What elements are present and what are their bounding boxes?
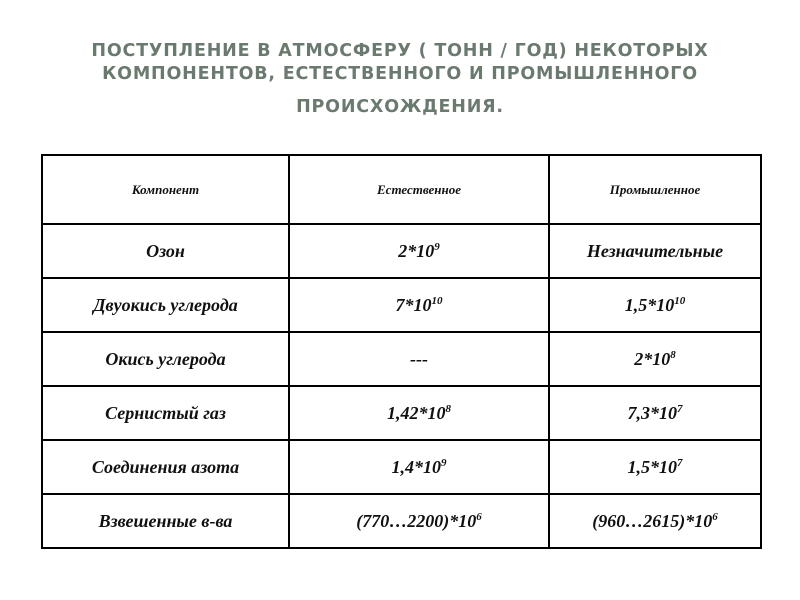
natural-cell-value: 2*10: [398, 240, 435, 261]
component-cell: [42, 494, 289, 548]
header-component: Компонент: [42, 155, 289, 224]
component-cell: [42, 224, 289, 278]
natural-cell: [289, 440, 549, 494]
industrial-cell: [549, 224, 761, 278]
component-cell: [42, 332, 289, 386]
natural-cell: [289, 494, 549, 548]
industrial-cell: [549, 332, 761, 386]
industrial-cell: [549, 494, 761, 548]
table-row: [42, 332, 761, 386]
table-row: [42, 494, 761, 548]
industrial-cell: [549, 278, 761, 332]
industrial-cell: [549, 440, 761, 494]
industrial-cell-exponent: 7: [677, 456, 683, 469]
slide-title-line-2: КОМПОНЕНТОВ, ЕСТЕСТВЕННОГО И ПРОМЫШЛЕННОГО: [102, 64, 698, 84]
natural-cell: [289, 278, 549, 332]
slide-title-line-3: ПРОИСХОЖДЕНИЯ.: [296, 97, 504, 117]
component-cell: [42, 386, 289, 440]
industrial-cell-value: (960…2615)*10: [592, 510, 713, 531]
natural-cell-exponent: 6: [476, 510, 482, 523]
natural-cell-exponent: 10: [431, 294, 443, 307]
natural-cell-exponent: 8: [445, 402, 451, 415]
industrial-cell-exponent: 7: [677, 402, 683, 415]
industrial-cell-value: Незначительные: [586, 240, 724, 261]
component-cell-value: Озон: [146, 240, 185, 261]
natural-cell: [289, 332, 549, 386]
table-row: [42, 224, 761, 278]
header-industrial: Промышленное: [549, 155, 761, 224]
component-cell-value: Сернистый газ: [105, 402, 226, 423]
header-natural: Естественное: [289, 155, 549, 224]
industrial-cell-value: 2*10: [634, 348, 671, 369]
component-cell: [42, 278, 289, 332]
component-cell-value: Окись углерода: [105, 348, 226, 369]
industrial-cell: [549, 386, 761, 440]
component-cell-value: Взвешенные в-ва: [98, 510, 233, 531]
component-cell-value: Соединения азота: [91, 456, 240, 477]
natural-cell: [289, 386, 549, 440]
slide-title-line-1: ПОСТУПЛЕНИЕ В АТМОСФЕРУ ( ТОНН / ГОД) НЕКОТОРЫХ: [91, 41, 709, 61]
natural-cell-value: 7*10: [395, 294, 432, 315]
natural-cell-value: 1,42*10: [387, 402, 446, 423]
table-row: [42, 386, 761, 440]
table-row: [42, 278, 761, 332]
natural-cell-exponent: 9: [434, 240, 440, 253]
natural-cell-value: 1,4*10: [391, 456, 441, 477]
table-row: [42, 440, 761, 494]
industrial-cell-exponent: 8: [670, 348, 676, 361]
natural-cell-value: ---: [410, 348, 428, 369]
industrial-cell-exponent: 10: [674, 294, 686, 307]
component-cell: [42, 440, 289, 494]
natural-cell-exponent: 9: [441, 456, 447, 469]
natural-cell: [289, 224, 549, 278]
emissions-table: [41, 154, 762, 549]
industrial-cell-value: 7,3*10: [627, 402, 677, 423]
industrial-cell-value: 1,5*10: [624, 294, 675, 315]
table-header-row: [42, 155, 761, 224]
component-cell-value: Двуокись углерода: [93, 294, 238, 315]
industrial-cell-exponent: 6: [712, 510, 718, 523]
natural-cell-value: (770…2200)*10: [356, 510, 477, 531]
industrial-cell-value: 1,5*10: [627, 456, 677, 477]
